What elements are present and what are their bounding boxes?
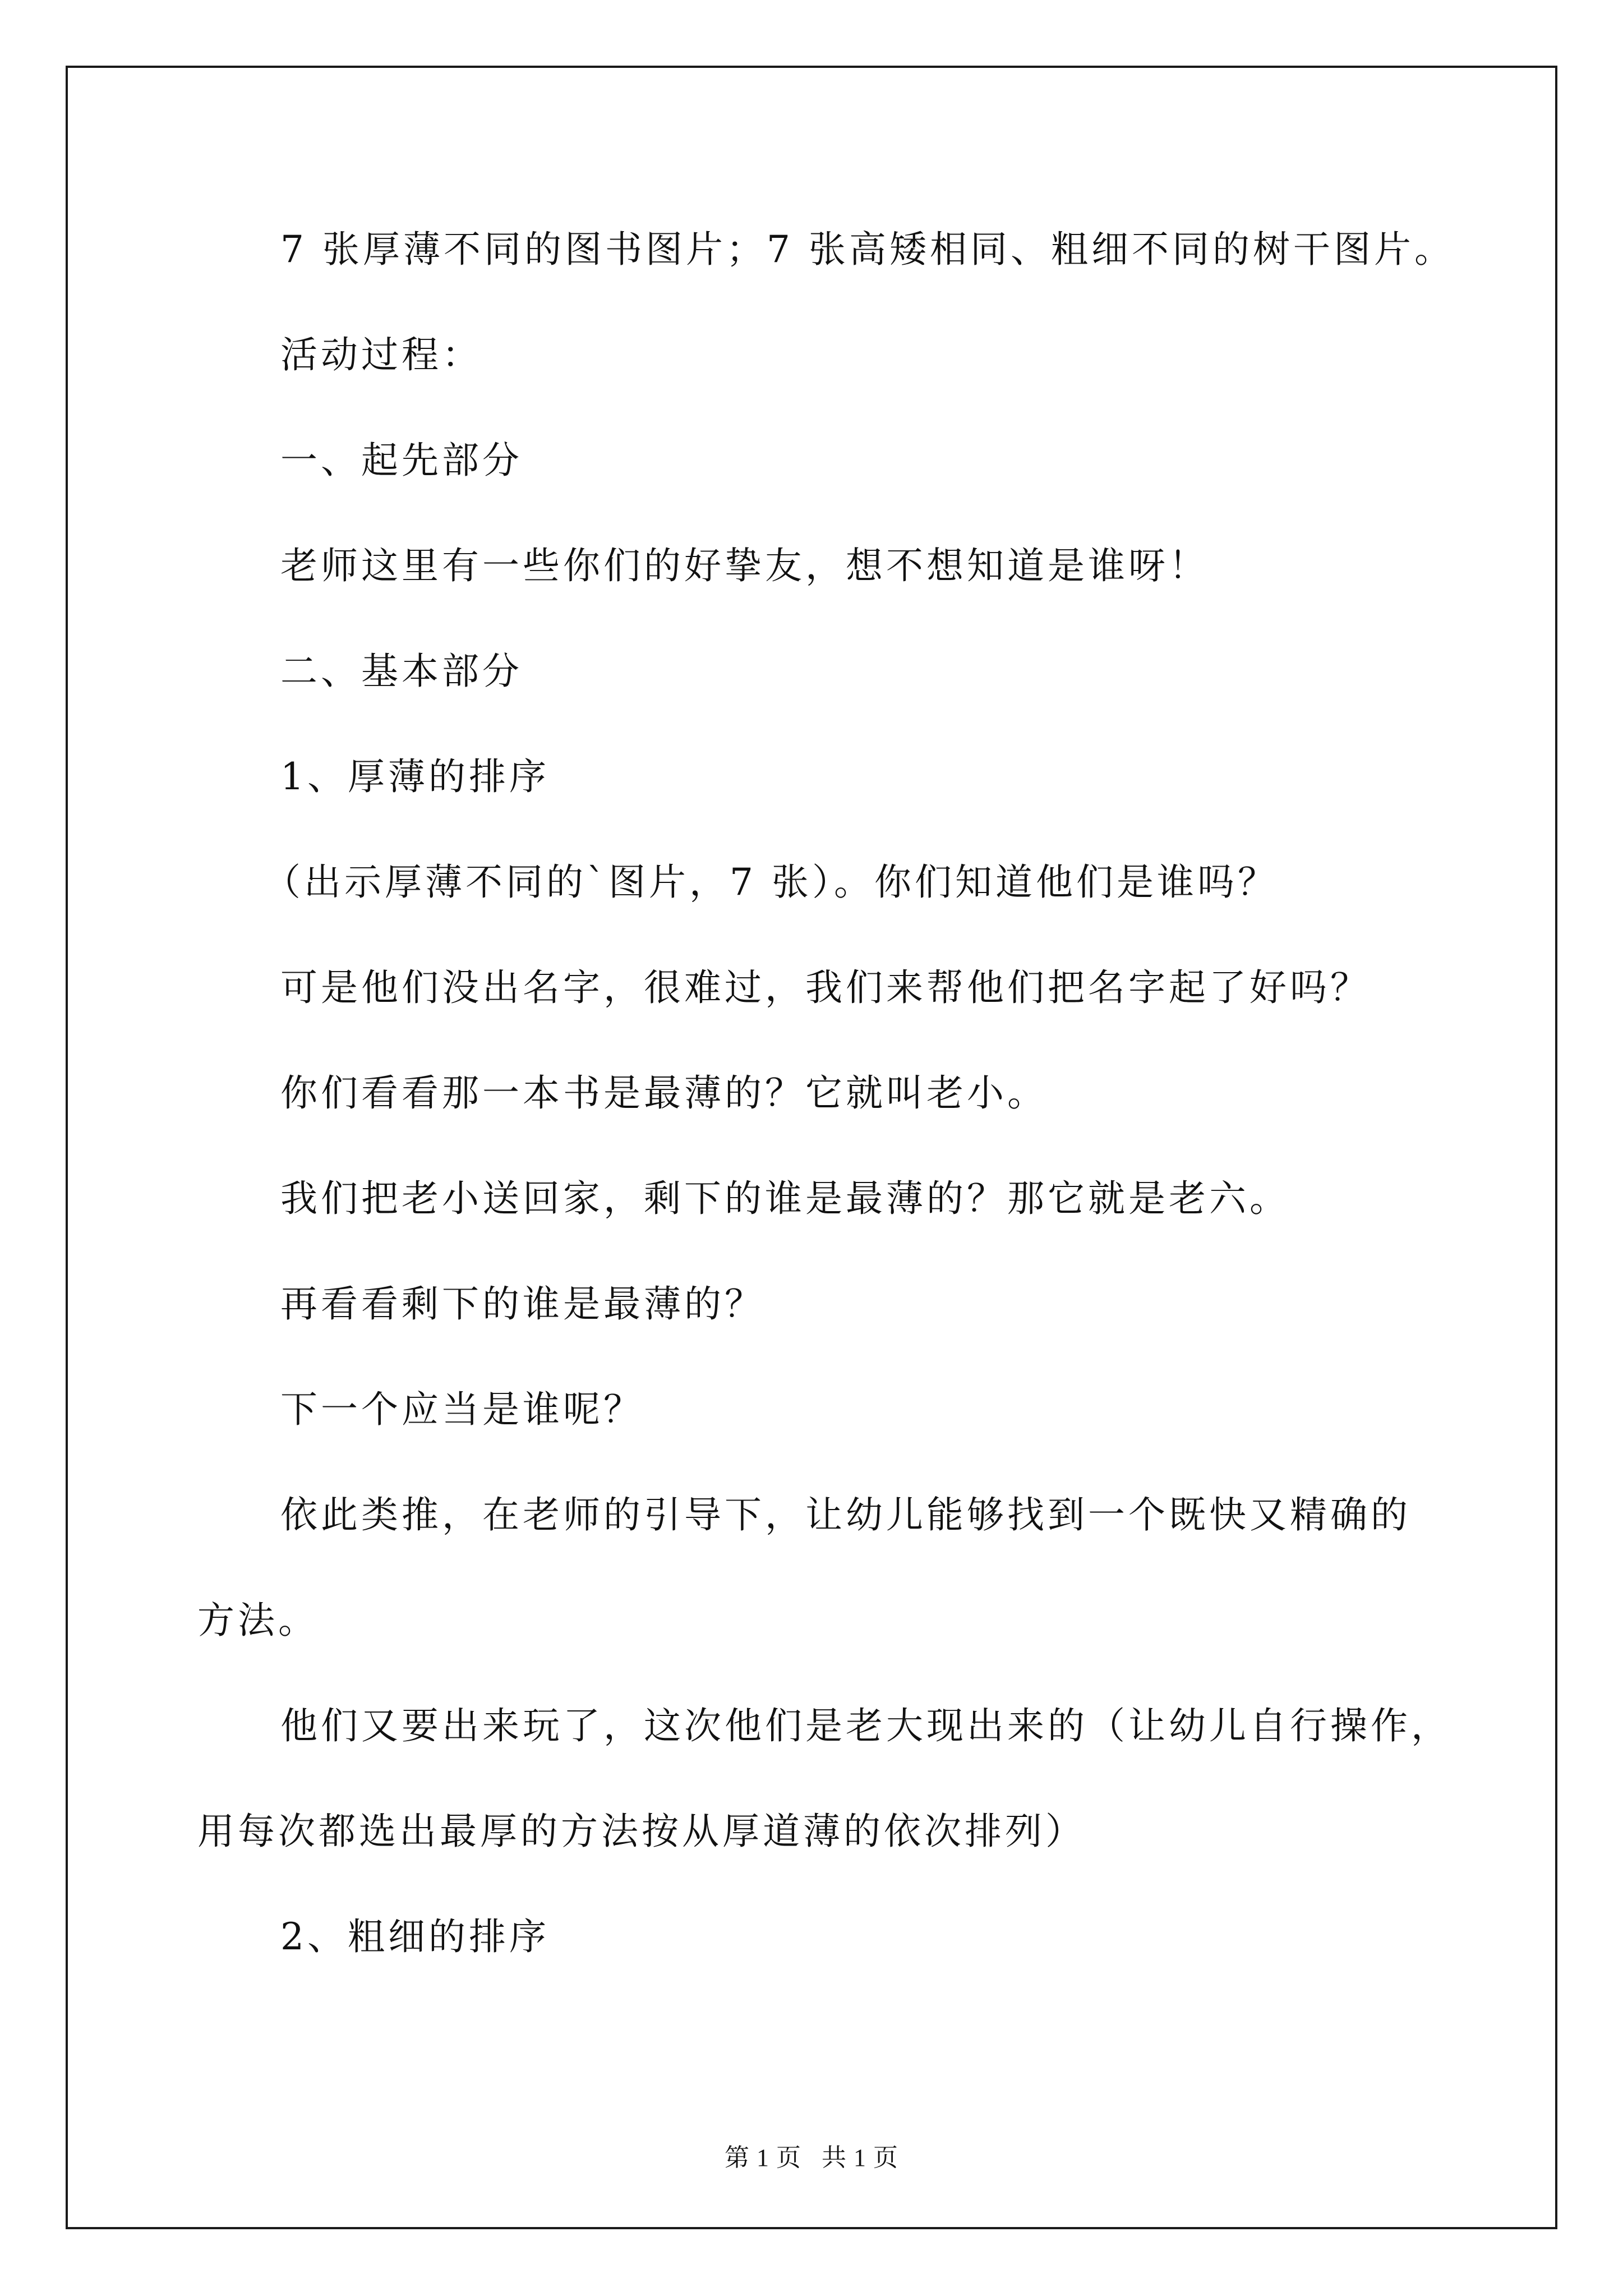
paragraph-materials: 7 张厚薄不同的图书图片；7 张高矮相同、粗细不同的树干图片。 xyxy=(280,228,1455,271)
heading-section-two: 二、基本部分 xyxy=(280,650,523,693)
paragraph-analogy-cont: 方法。 xyxy=(197,1599,319,1642)
paragraph-thinnest-book: 你们看看那一本书是最薄的？它就叫老小。 xyxy=(280,1071,1048,1115)
heading-thickness-sorting: 1、厚薄的排序 xyxy=(280,755,550,798)
paragraph-play-again-cont: 用每次都选出最厚的方法按从厚道薄的依次排列） xyxy=(197,1810,1086,1853)
paragraph-naming: 可是他们没出名字，很难过，我们来帮他们把名字起了好吗？ xyxy=(280,966,1371,1009)
page-footer: 第 1 页 共 1 页 xyxy=(725,2144,898,2171)
paragraph-look-again: 再看看剩下的谁是最薄的？ xyxy=(280,1282,765,1326)
paragraph-analogy: 依此类推，在老师的引导下，让幼儿能够找到一个既快又精确的 xyxy=(280,1493,1411,1536)
page-border xyxy=(66,66,1557,2229)
heading-activity-process: 活动过程： xyxy=(280,333,482,376)
paragraph-show-pictures: （出示厚薄不同的`图片，7 张）。你们知道他们是谁吗？ xyxy=(264,861,1278,904)
paragraph-next-one: 下一个应当是谁呢？ xyxy=(280,1388,644,1431)
paragraph-send-home: 我们把老小送回家，剩下的谁是最薄的？那它就是老六。 xyxy=(280,1177,1290,1220)
heading-width-sorting: 2、粗细的排序 xyxy=(280,1915,550,1958)
paragraph-intro: 老师这里有一些你们的好挚友，想不想知道是谁呀！ xyxy=(280,544,1209,587)
heading-section-one: 一、起先部分 xyxy=(280,439,523,482)
paragraph-play-again: 他们又要出来玩了，这次他们是老大现出来的（让幼儿自行操作， xyxy=(280,1704,1451,1747)
